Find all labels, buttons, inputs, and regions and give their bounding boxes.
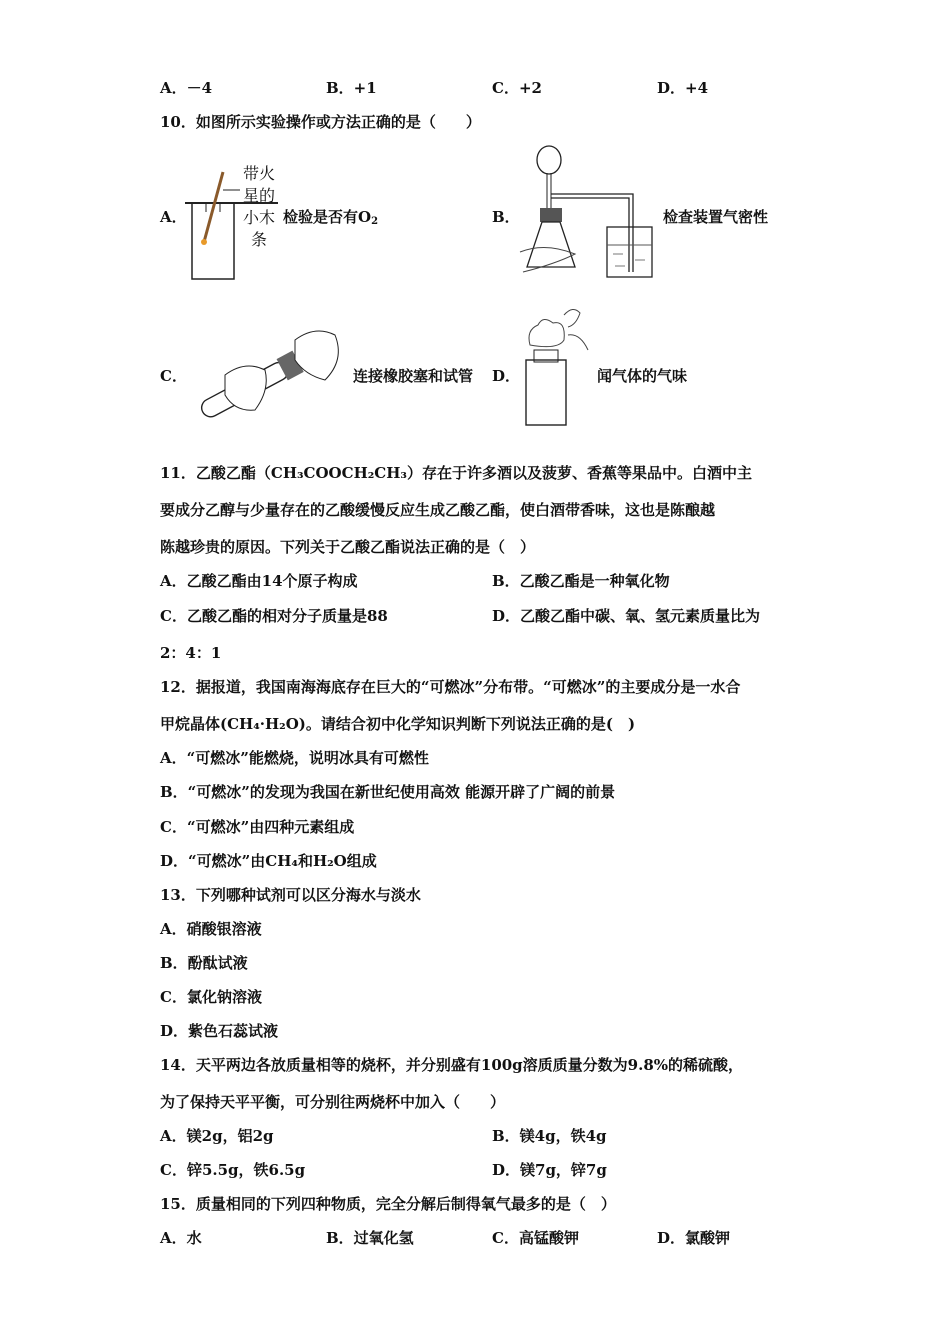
q10-c-label: C． [160, 367, 187, 385]
q15-option-d: D．氯酸钾 [657, 1229, 731, 1247]
q14-option-a: A．镁2g，铝2g [160, 1127, 274, 1145]
q14-option-b: B．镁4g，铁4g [492, 1127, 607, 1145]
q10-d-text: 闻气体的气味 [597, 367, 688, 385]
q12-option-a: A．“可燃冰”能燃烧，说明冰具有可燃性 [160, 749, 429, 767]
q13-option-a: A．硝酸银溶液 [160, 920, 262, 938]
q13-option-b: B．酚酞试液 [160, 954, 248, 972]
q10-d-label: D． [492, 367, 521, 385]
q13-option-d: D．紫色石蕊试液 [160, 1022, 279, 1040]
q11-line-2: 要成分乙醇与少量存在的乙酸缓慢反应生成乙酸乙酯，使白酒带香味，这也是陈酿越 [160, 501, 716, 519]
q10-a-label: A． [160, 208, 187, 226]
q9-option-c: C．+2 [492, 79, 542, 97]
q10-c-text: 连接橡胶塞和试管 [353, 367, 474, 385]
q11-option-d: D．乙酸乙酯中碳、氧、氢元素质量比为 [492, 607, 761, 625]
q15-option-a: A．水 [160, 1229, 202, 1247]
q12-option-d: D．“可燃冰”由CH₄和H₂O组成 [160, 852, 377, 870]
q13-option-c: C．氯化钠溶液 [160, 988, 262, 1006]
q11-option-a: A．乙酸乙酯由14个原子构成 [160, 572, 358, 590]
q11-option-b: B．乙酸乙酯是一种氧化物 [492, 572, 670, 590]
splint-label: 带火 星的 小木 条 [243, 164, 276, 249]
airtightness-apparatus-figure [515, 142, 665, 287]
q11-option-d-cont: 2：4：1 [160, 644, 222, 662]
q14-option-d: D．镁7g，锌7g [492, 1161, 607, 1179]
q11-line-1: 11．乙酸乙酯（CH₃COOCH₂CH₃）存在于许多酒以及菠萝、香蕉等果品中。白酒中主 [160, 464, 752, 482]
q14-line-2: 为了保持天平平衡，可分别往两烧杯中加入（ ） [160, 1093, 506, 1111]
q15-option-c: C．高锰酸钾 [492, 1229, 579, 1247]
q14-option-c: C．锌5.5g，铁6.5g [160, 1161, 306, 1179]
q9-option-a: A．－4 [160, 79, 213, 97]
q10-b-text: 检查装置气密性 [663, 208, 769, 226]
q15-option-b: B．过氧化氢 [326, 1229, 414, 1247]
q10-a-text: 检验是否有$O_2$ [283, 208, 379, 227]
q12-option-b: B．“可燃冰”的发现为我国在新世纪使用高效 能源开辟了广阔的前景 [160, 783, 616, 801]
q11-option-c: C．乙酸乙酯的相对分子质量是88 [160, 607, 388, 625]
q12-line-2: 甲烷晶体(CH₄·H₂O)。请结合初中化学知识判断下列说法正确的是( ) [160, 715, 636, 733]
q12-option-c: C．“可燃冰”由四种元素组成 [160, 818, 355, 836]
stopper-tube-figure [185, 320, 350, 430]
q14-line-1: 14．天平两边各放质量相等的烧杯，并分别盛有100g溶质质量分数为9.8%的稀硫酸， [160, 1056, 744, 1074]
q15-stem: 15．质量相同的下列四种物质，完全分解后制得氧气最多的是（ ） [160, 1195, 616, 1213]
q10-stem: 10．如图所示实验操作或方法正确的是（ ） [160, 113, 481, 131]
q9-option-b: B．+1 [326, 79, 377, 97]
smell-gas-bottle-figure [518, 305, 598, 430]
q9-option-d: D．+4 [657, 79, 709, 97]
q13-stem: 13．下列哪种试剂可以区分海水与淡水 [160, 886, 421, 904]
q12-line-1: 12．据报道，我国南海海底存在巨大的“可燃冰”分布带。“可燃冰”的主要成分是一水合 [160, 678, 741, 696]
q11-line-3: 陈越珍贵的原因。下列关于乙酸乙酯说法正确的是（ ） [160, 538, 536, 556]
q10-b-label: B． [492, 208, 520, 226]
